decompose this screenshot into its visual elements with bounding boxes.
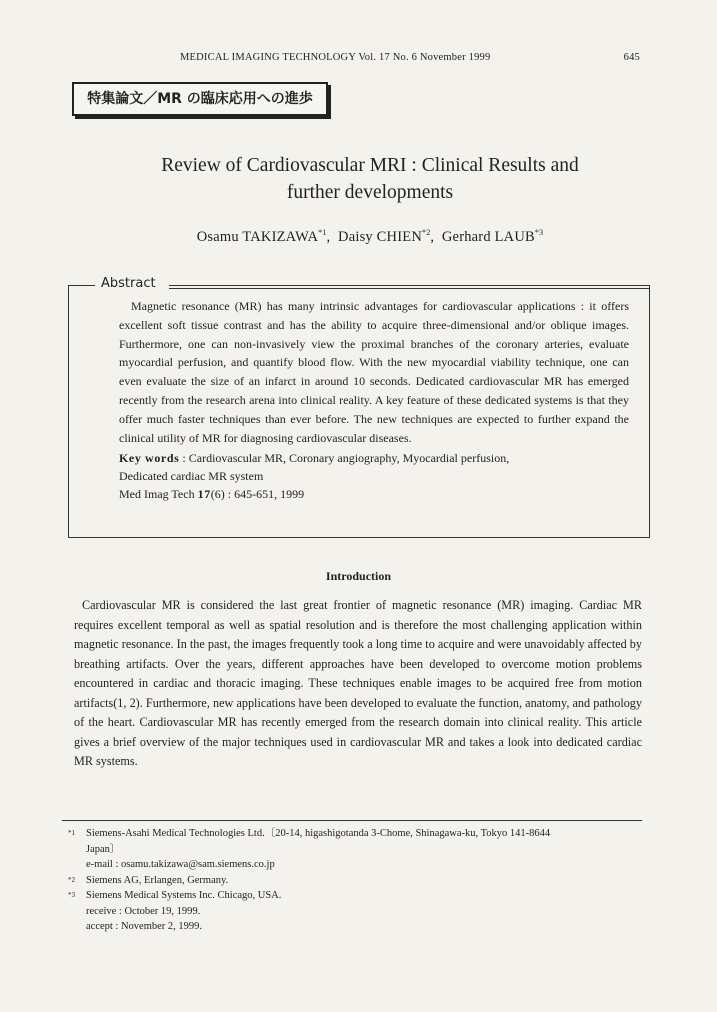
author-separator: , bbox=[430, 228, 442, 245]
author-name: Gerhard LAUB bbox=[441, 228, 535, 245]
accept-date: accept : November 2, 1999. bbox=[86, 921, 203, 932]
paper-title bbox=[90, 152, 650, 206]
footnote-rule bbox=[62, 820, 642, 821]
author-separator: , bbox=[326, 228, 339, 245]
keywords-line-2: Dedicated cardiac MR system bbox=[119, 469, 264, 484]
keywords bbox=[119, 449, 629, 503]
footnote-email: e-mail : osamu.takizawa@sam.siemens.co.jp bbox=[86, 859, 275, 870]
citation-journal: Med Imag Tech bbox=[119, 487, 198, 502]
citation-pages: (6) : 645-651, 1999 bbox=[210, 487, 305, 502]
footnote-text: Siemens Medical Systems Inc. Chicago, USA. bbox=[86, 890, 282, 901]
citation bbox=[119, 485, 629, 503]
author-affiliation-mark: *2 bbox=[422, 228, 431, 237]
author-name: Daisy CHIEN bbox=[338, 228, 422, 245]
author-name: Osamu TAKIZAWA bbox=[196, 228, 319, 245]
abstract-top-rule bbox=[169, 285, 649, 286]
abstract-box bbox=[68, 276, 650, 538]
receive-date: receive : October 19, 1999. bbox=[86, 905, 201, 917]
introduction-paragraph: Cardiovascular MR is considered the last great frontier of magnetic resonance (MR) imaging. Cardiac MR requires excellent temporal as well as spatial resolution and is therefore the most challenging application within magnetic resonance. In the past, the images frequently took a long time to acquire and were unavoidably affected by breathing artifacts. Over the years, different approaches have been developed to overcome motion problems encountered in cardiac and thoracic imaging. These techniques enable images to be acquired free from motion artifacts(1, 2). Furthermore, new applications have been developed to evaluate the function, anatomy, and pathology of the heart. Cardiovascular MR has recently emerged from the research domain into clinical reality. This article gives a brief overview of the major techniques used in cardiovascular MR and takes a look into dedicated cardiac MR systems. bbox=[74, 598, 642, 768]
title-line-1: Review of Cardiovascular MRI : Clinical Results and bbox=[161, 155, 579, 176]
special-feature-label: 特集論文／MR の臨床応用への進歩 bbox=[72, 82, 328, 116]
introduction-body bbox=[74, 596, 642, 772]
keywords-line-1: : Cardiovascular MR, Coronary angiography, Myocardial perfusion, bbox=[179, 451, 510, 466]
page-number: 645 bbox=[623, 52, 640, 63]
footnote-affiliation-1 bbox=[62, 826, 644, 873]
abstract-body bbox=[119, 297, 629, 503]
abstract-top-rule bbox=[169, 288, 649, 289]
footnote-mark: *3 bbox=[68, 891, 75, 899]
author-affiliation-mark: *1 bbox=[318, 228, 327, 237]
journal-citation: MEDICAL IMAGING TECHNOLOGY Vol. 17 No. 6 November 1999 bbox=[180, 52, 491, 63]
abstract-top-rule bbox=[69, 285, 95, 286]
keywords-label: Key words bbox=[119, 451, 180, 466]
footnotes bbox=[62, 826, 644, 935]
title-line-2: further developments bbox=[286, 182, 454, 203]
citation-volume: 17 bbox=[197, 487, 211, 502]
footnote-mark: *2 bbox=[68, 875, 75, 884]
abstract-paragraph: Magnetic resonance (MR) has many intrinsic advantages for cardiovascular applications : it offers excellent soft tissue contrast and has the ability to acquire three-dimensional and/or oblique images. Furthermore, one can non-invasively view the proximal branches of the coronary arteries, evaluate myocardial perfusion, and quantify blood flow. With the new myocardial viability technique, one can even evaluate the size of an infarct in around 10 seconds. Dedicated cardiovascular MR has emerged recently from the research arena into clinical reality. A key feature of these dedicated systems is that they offer much faster techniques than ever before. The new techniques are expected to further expand the clinical utility of MR for diagnosing cardiovascular diseases. bbox=[119, 299, 629, 445]
abstract-label: Abstract bbox=[101, 276, 156, 291]
author-affiliation-mark: *3 bbox=[534, 228, 544, 237]
author-list bbox=[90, 228, 650, 246]
footnote-text: Siemens AG, Erlangen, Germany. bbox=[86, 874, 229, 886]
footnote-affiliation-2 bbox=[62, 873, 644, 889]
footnote-affiliation-3 bbox=[62, 888, 644, 935]
footnote-text: Siemens-Asahi Medical Technologies Ltd.〔20-14, higashigotanda 3-Chome, Shinagawa-ku, Tokyo 141-8644 bbox=[86, 828, 551, 839]
section-heading-introduction: Introduction bbox=[325, 569, 392, 583]
footnote-mark: *1 bbox=[68, 829, 75, 837]
footnote-text: Japan〕 bbox=[86, 843, 121, 855]
